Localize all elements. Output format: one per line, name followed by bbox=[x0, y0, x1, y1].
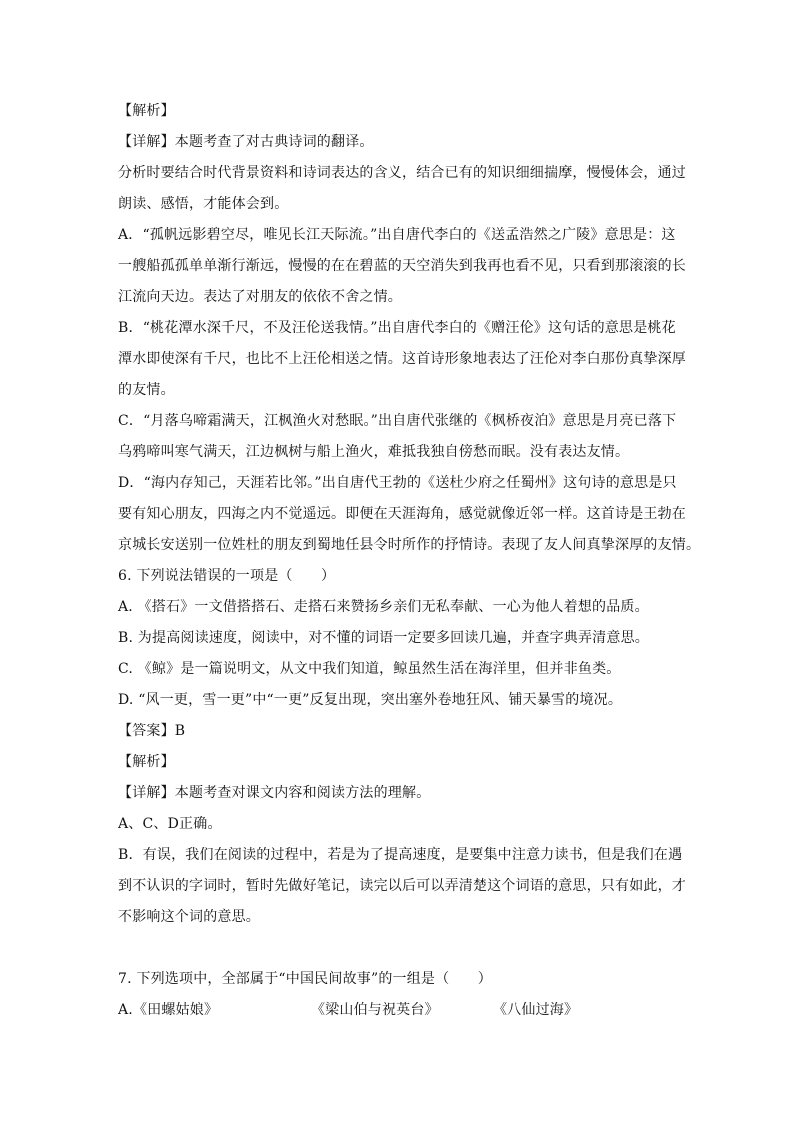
option-c-explanation: 乌鸦啼叫寒气满天，江边枫树与船上渔火，难抵我独自傍愁而眠。没有表达友情。 bbox=[118, 444, 630, 460]
option-b-error-explanation: 到不认识的字词时，暂时先做好笔记，读完以后可以弄清楚这个词语的意思，只有如此，才 bbox=[118, 878, 686, 894]
option-d-explanation: 京城长安送别一位姓杜的朋友到蜀地任县令时所作的抒情诗。表现了友人间真挚深厚的友情。 bbox=[118, 537, 701, 553]
analysis-heading: 【解析】 bbox=[118, 103, 175, 119]
option-b-explanation: 的友情。 bbox=[118, 382, 175, 398]
option-b-explanation: B．“桃花潭水深千尺，不及汪伦送我情。”出自唐代李白的《赠汪伦》这句话的意思是桃花 bbox=[118, 320, 676, 336]
option-b-error-explanation: B．有误，我们在阅读的过程中，若是为了提高速度，是要集中注意力读书，但是我们在遇 bbox=[118, 847, 683, 863]
option-a-explanation: 江流向天边。表达了对朋友的依依不舍之情。 bbox=[118, 289, 402, 305]
option-b-explanation: 潭水即使深有千尺，也比不上汪伦相送之情。这首诗形象地表达了汪伦对李白那份真挚深厚 bbox=[118, 351, 686, 367]
question-6-option-c: C. 《鲸》是一篇说明文，从文中我们知道，鲸虽然生活在海洋里，但并非鱼类。 bbox=[118, 661, 621, 677]
option-item: 《八仙过海》 bbox=[492, 1002, 579, 1018]
blank-spacer bbox=[118, 933, 678, 964]
question-6-option-d: D. “风一更，雪一更”中“一更”反复出现，突出塞外卷地狂风、铺天暴雪的境况。 bbox=[118, 692, 623, 708]
option-d-explanation: 要有知心朋友，四海之内不觉遥远。即便在天涯海角，感觉就像近邻一样。这首诗是王勃在 bbox=[118, 506, 686, 522]
option-b-error-explanation: 不影响这个词的意思。 bbox=[118, 909, 260, 925]
analysis-heading: 【解析】 bbox=[118, 754, 175, 770]
detail-line: 【详解】本题考查对课文内容和阅读方法的理解。 bbox=[118, 785, 431, 801]
intro-line: 朗读、感悟，才能体会到。 bbox=[118, 196, 289, 212]
question-6-option-a: A. 《搭石》一文借搭搭石、走搭石来赞扬乡亲们无私奉献、一心为他人着想的品质。 bbox=[118, 599, 649, 615]
question-6-option-b: B. 为提高阅读速度，阅读中，对不懂的词语一定要多回读几遍，并查字典弄清意思。 bbox=[118, 630, 649, 646]
option-item: 《田螺姑娘》 bbox=[132, 1002, 219, 1018]
detail-line: 【详解】本题考查了对古典诗词的翻译。 bbox=[118, 134, 374, 150]
answer-line: 【答案】B bbox=[118, 723, 186, 739]
question-7-stem: 7. 下列选项中，全部属于“中国民间故事”的一组是（ ） bbox=[118, 971, 492, 987]
option-c-explanation: C．“月落乌啼霜满天，江枫渔火对愁眠。”出自唐代张继的《枫桥夜泊》意思是月亮已落下 bbox=[118, 413, 677, 429]
option-label: A. bbox=[118, 1002, 133, 1018]
document-page bbox=[118, 96, 701, 1026]
question-6-stem: 6. 下列说法错误的一项是（ ） bbox=[118, 568, 336, 584]
option-item: 《梁山伯与祝英台》 bbox=[310, 1002, 439, 1018]
question-7-option-a bbox=[118, 995, 678, 1026]
option-a-explanation: A．“孤帆远影碧空尽，唯见长江天际流。”出自唐代李白的《送孟浩然之广陵》意思是：这 bbox=[118, 227, 676, 243]
option-d-explanation: D．“海内存知己，天涯若比邻。”出自唐代王勃的《送杜少府之任蜀州》这句诗的意思是只 bbox=[118, 475, 677, 491]
intro-line: 分析时要结合时代背景资料和诗词表达的含义，结合已有的知识细细揣摩，慢慢体会，通过 bbox=[118, 165, 686, 181]
acd-correct-line: A、C、D正确。 bbox=[118, 816, 222, 832]
option-a-explanation: 一艘船孤孤单单渐行渐远，慢慢的在在碧蓝的天空消失到我再也看不见，只看到那滚滚的长 bbox=[118, 258, 686, 274]
